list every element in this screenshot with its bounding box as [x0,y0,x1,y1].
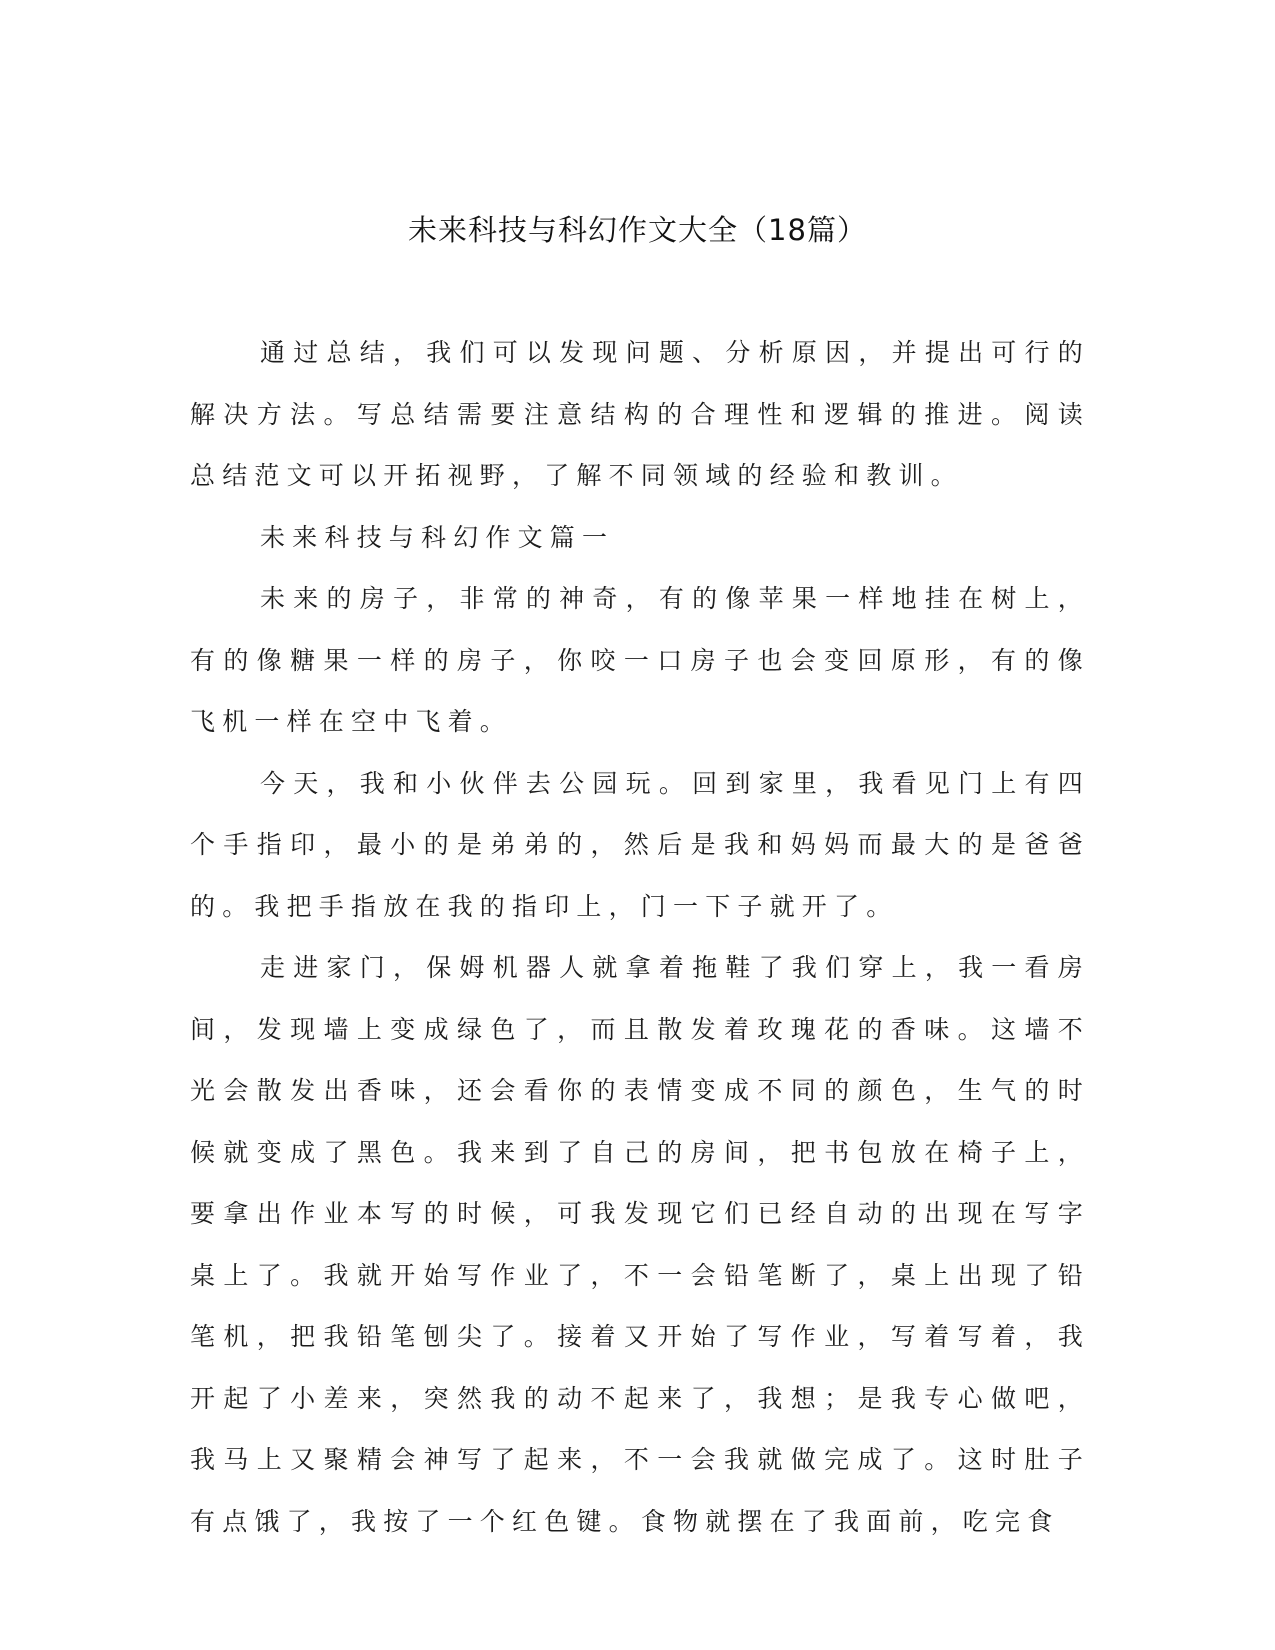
body-paragraph: 今天，我和小伙伴去公园玩。回到家里，我看见门上有四个手指印，最小的是弟弟的，然后是我和妈妈而最大的是爸爸的。我把手指放在我的指印上，门一下子就开了。 [190,768,1090,921]
document-title: 未来科技与科幻作文大全（18篇） [408,213,867,247]
section-heading: 未来科技与科幻作文篇一 [260,522,615,552]
body-paragraph: 未来的房子，非常的神奇，有的像苹果一样地挂在树上，有的像糖果一样的房子，你咬一口房子也会变回原形，有的像飞机一样在空中飞着。 [190,584,1090,736]
document-body [190,322,1090,1552]
intro-paragraph: 通过总结，我们可以发现问题、分析原因，并提出可行的解决方法。写总结需要注意结构的合理性和逻辑的推进。阅读总结范文可以开拓视野，了解不同领域的经验和教训。 [190,338,1090,490]
body-paragraph: 走进家门，保姆机器人就拿着拖鞋了我们穿上，我一看房间，发现墙上变成绿色了，而且散发着玫瑰花的香味。这墙不光会散发出香味，还会看你的表情变成不同的颜色，生气的时候就变成了黑色。我来到了自己的房间，把书包放在椅子上，要拿出作业本写的时候，可我发现它们已经自动的出现在写字桌上了。我就开始写作业了，不一会铅笔断了，桌上出现了铅笔机，把我铅笔刨尖了。接着又开始了写作业，写着写着，我开起了小差来，突然我的动不起来了，我想；是我专心做吧，我马上又聚精会神写了起来，不一会我就做完成了。这时肚子有点饿了，我按了一个红色键。食物就摆在了我面前，吃完食 [190,953,1090,1536]
